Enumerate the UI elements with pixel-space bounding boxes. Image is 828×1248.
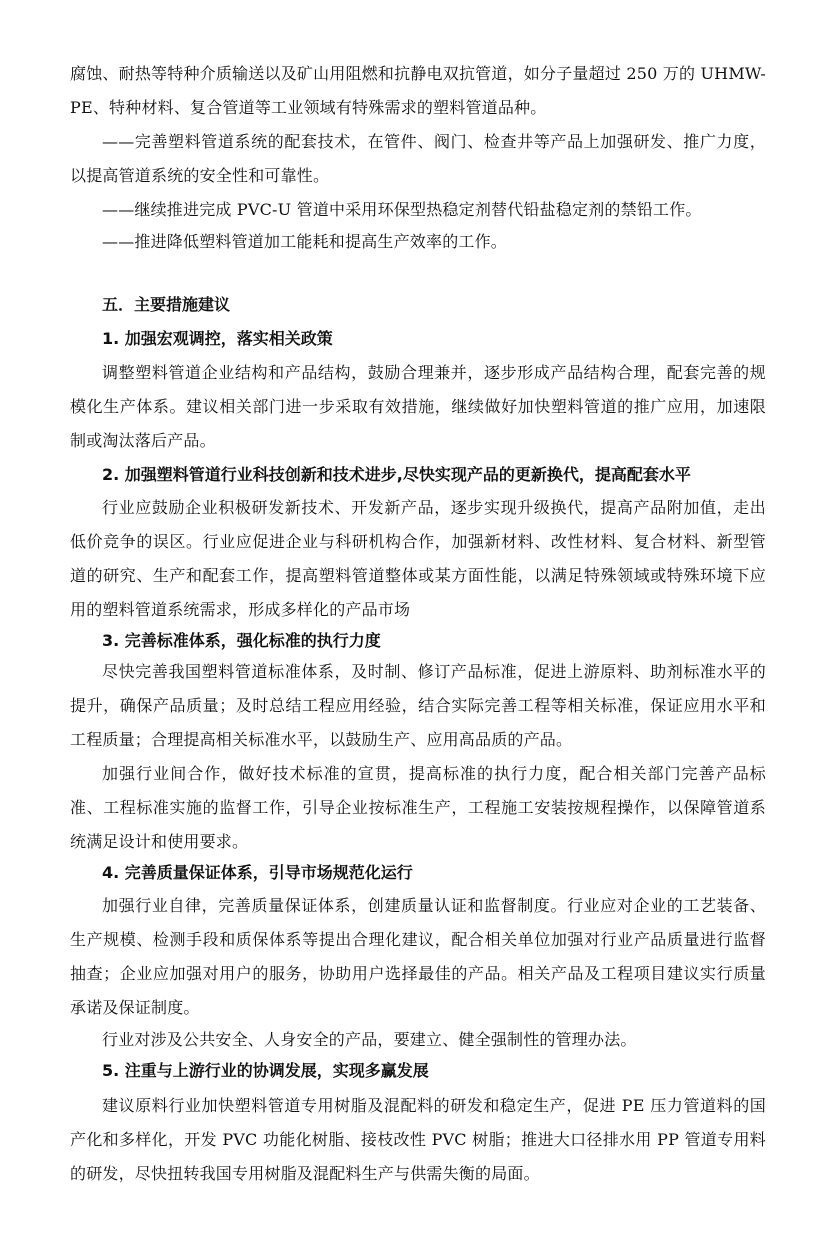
subsection-5-body: 建议原料行业加快塑料管道专用树脂及混配料的研发和稳定生产，促进 PE 压力管道料的国产化和多样化，开发 PVC 功能化树脂、接枝改性 PVC 树脂；推进大口径排水用 PP 管道专用料的研发，尽快扭转我国专用树脂及混配料生产与供需失衡的局面。 xyxy=(70,1096,766,1183)
paragraph-energy-efficiency: ——推进降低塑料管道加工能耗和提高生产效率的工作。 xyxy=(102,232,508,251)
subsection-heading-5: 5. 注重与上游行业的协调发展，实现多赢发展 xyxy=(102,1061,429,1080)
section-heading: 五．主要措施建议 xyxy=(102,295,231,314)
subsection-4-body-1: 加强行业自律，完善质量保证体系，创建质量认证和监督制度。行业应对企业的工艺装备、生产规模、检测手段和质保体系等提出合理化建议，配合相关单位加强对行业产品质量进行监督抽查；企业应加强对用户的服务，协助用户选择最佳的产品。相关产品及工程项目建议实行质量承诺及保证制度。 xyxy=(70,896,766,1017)
subsection-heading-4: 4. 完善质量保证体系，引导市场规范化运行 xyxy=(102,863,413,882)
subsection-3-body-1: 尽快完善我国塑料管道标准体系，及时制、修订产品标准，促进上游原料、助剂标准水平的提升，确保产品质量；及时总结工程应用经验，结合实际完善工程等相关标准，保证应用水平和工程质量；合理提高相关标准水平，以鼓励生产、应用高品质的产品。 xyxy=(70,662,766,749)
subsection-2-body: 行业应鼓励企业积极研发新技术、开发新产品，逐步实现升级换代，提高产品附加值，走出低价竞争的误区。行业应促进企业与科研机构合作，加强新材料、改性材料、复合材料、新型管道的研究、生产和配套工作，提高塑料管道整体或某方面性能，以满足特殊领域或特殊环境下应用的塑料管道系统需求，形成多样化的产品市场 xyxy=(70,498,766,619)
subsection-4-body-2: 行业对涉及公共安全、人身安全的产品，要建立、健全强制性的管理办法。 xyxy=(102,1030,637,1049)
subsection-heading-3: 3. 完善标准体系，强化标准的执行力度 xyxy=(102,631,381,650)
paragraph-supporting-technology: ——完善塑料管道系统的配套技术，在管件、阀门、检查井等产品上加强研发、推广力度，以提高管道系统的安全性和可靠性。 xyxy=(70,132,766,185)
subsection-3-body-2: 加强行业间合作，做好技术标准的宣贯，提高标准的执行力度，配合相关部门完善产品标准、工程标准实施的监督工作，引导企业按标准生产，工程施工安装按规程操作，以保障管道系统满足设计和使用要求。 xyxy=(70,764,766,851)
subsection-heading-2: 2. 加强塑料管道行业科技创新和技术进步,尽快实现产品的更新换代，提高配套水平 xyxy=(102,465,691,484)
paragraph-lead-free: ——继续推进完成 PVC-U 管道中采用环保型热稳定剂替代铅盐稳定剂的禁铅工作。 xyxy=(102,200,702,219)
subsection-1-body: 调整塑料管道企业结构和产品结构，鼓励合理兼并，逐步形成产品结构合理，配套完善的规模化生产体系。建议相关部门进一步采取有效措施，继续做好加快塑料管道的推广应用，加速限制或淘汰落后产品。 xyxy=(70,363,766,450)
subsection-heading-1: 1. 加强宏观调控，落实相关政策 xyxy=(102,329,333,348)
paragraph-pipe-varieties: 腐蚀、耐热等特种介质输送以及矿山用阻燃和抗静电双抗管道，如分子量超过 250 万的 UHMW-PE、特种材料、复合管道等工业领域有特殊需求的塑料管道品种。 xyxy=(70,64,766,117)
